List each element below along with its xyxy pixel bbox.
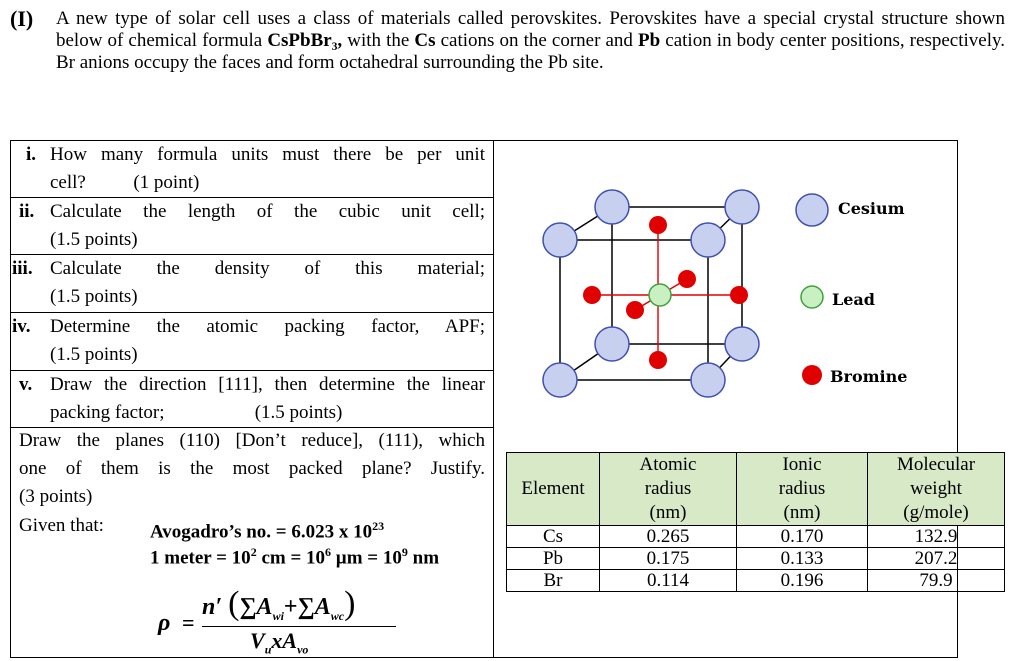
table-row — [507, 526, 1005, 548]
question-number: iv. — [12, 316, 31, 337]
cesium-atom — [691, 223, 725, 257]
frame-divider — [493, 140, 494, 658]
table-row — [507, 570, 1005, 592]
cesium-atom — [691, 363, 725, 397]
table-cell: 207.2 — [868, 548, 1005, 570]
legend-bromine-label: Bromine — [830, 367, 908, 386]
table-cell: 0.196 — [737, 570, 868, 592]
element-properties-table — [506, 452, 1005, 592]
cesium-atom — [725, 327, 759, 361]
question-text: Calculate the length of the cubic unit cell; (1.5 points) — [50, 201, 485, 250]
table-cell: 0.175 — [600, 548, 737, 570]
cesium-atom — [543, 363, 577, 397]
question-text: How many formula units must there be per unit cell? (1 point) — [50, 144, 485, 193]
bromine-atom — [626, 301, 644, 319]
table-header-row — [507, 453, 1005, 526]
table-cell: 0.170 — [737, 526, 868, 548]
legend-lead-label: Lead — [832, 290, 875, 309]
question-number: i. — [26, 144, 37, 165]
table-header-cell: Ionic radius (nm) — [737, 453, 868, 526]
cesium-atom — [595, 327, 629, 361]
table-header-cell: Element — [507, 453, 600, 526]
bromine-atom — [649, 216, 667, 234]
table-cell: Pb — [507, 548, 600, 570]
question-text: Determine the atomic packing factor, APF; (1.5 points) — [50, 316, 485, 365]
table-cell: 0.114 — [600, 570, 737, 592]
cesium-atom — [595, 190, 629, 224]
lead-atom — [649, 284, 671, 306]
question-number: v. — [19, 374, 33, 395]
intro-text: A new type of solar cell uses a class of materials called perovskites. Perovskites have a special crystal structure shown below of chemical formula CsPbBr₃, with the Cs cations on the corner and Pb cation in body center positions, respectively. Br anions occupy the faces and form octahedral surrounding the Pb site. — [56, 8, 1005, 73]
table-cell: 132.9 — [868, 526, 1005, 548]
fraction-bar — [202, 626, 396, 627]
table-cell: Cs — [507, 526, 600, 548]
bromine-atom — [730, 286, 748, 304]
question-number: ii. — [19, 201, 35, 222]
perovskite-unit-cell-diagram — [530, 180, 790, 415]
table-cell: Br — [507, 570, 600, 592]
intro-paragraph — [10, 8, 1005, 74]
bromine-atom — [649, 351, 667, 369]
cesium-atom — [725, 190, 759, 224]
given-meter: 1 meter = $10^2$ cm = $10^6$ $\mu m = 10^9$ nm — [150, 545, 440, 569]
legend-cesium-label: Cesium — [838, 199, 905, 218]
legend-cesium-symbol — [796, 194, 828, 226]
question-number: iii. — [12, 258, 33, 279]
cesium-atom — [543, 223, 577, 257]
given-avogadro: Avogadro’s no. = 6.023 x $10^{23}$ — [150, 519, 385, 543]
bromine-atom — [678, 270, 696, 288]
given-label: Given that: — [19, 515, 104, 536]
table-header-cell: Atomic radius (nm) — [600, 453, 737, 526]
section-number: (I) — [10, 6, 34, 31]
table-row — [507, 548, 1005, 570]
density-formula: ρ = n′ $(\sum A_{wi}+\sum A_{wc})$ $V_uxA_{vo}$ — [150, 582, 410, 657]
legend-lead-symbol — [801, 286, 823, 308]
question-text: Calculate the density of this material; (1.5 points) — [50, 258, 485, 307]
question-text: Draw the direction [111], then determine the linear packing factor; (1.5 points) — [50, 374, 485, 423]
table-cell: 0.133 — [737, 548, 868, 570]
legend-bromine-symbol — [802, 365, 822, 385]
planes-question: Draw the planes (110) [Don’t reduce], (111), which one of them is the most packed plane? Justify. (3 points) — [19, 430, 485, 507]
bromine-atom — [583, 286, 601, 304]
table-cell: 79.9 — [868, 570, 1005, 592]
table-header-cell: Molecular weight (g/mole) — [868, 453, 1005, 526]
table-cell: 0.265 — [600, 526, 737, 548]
